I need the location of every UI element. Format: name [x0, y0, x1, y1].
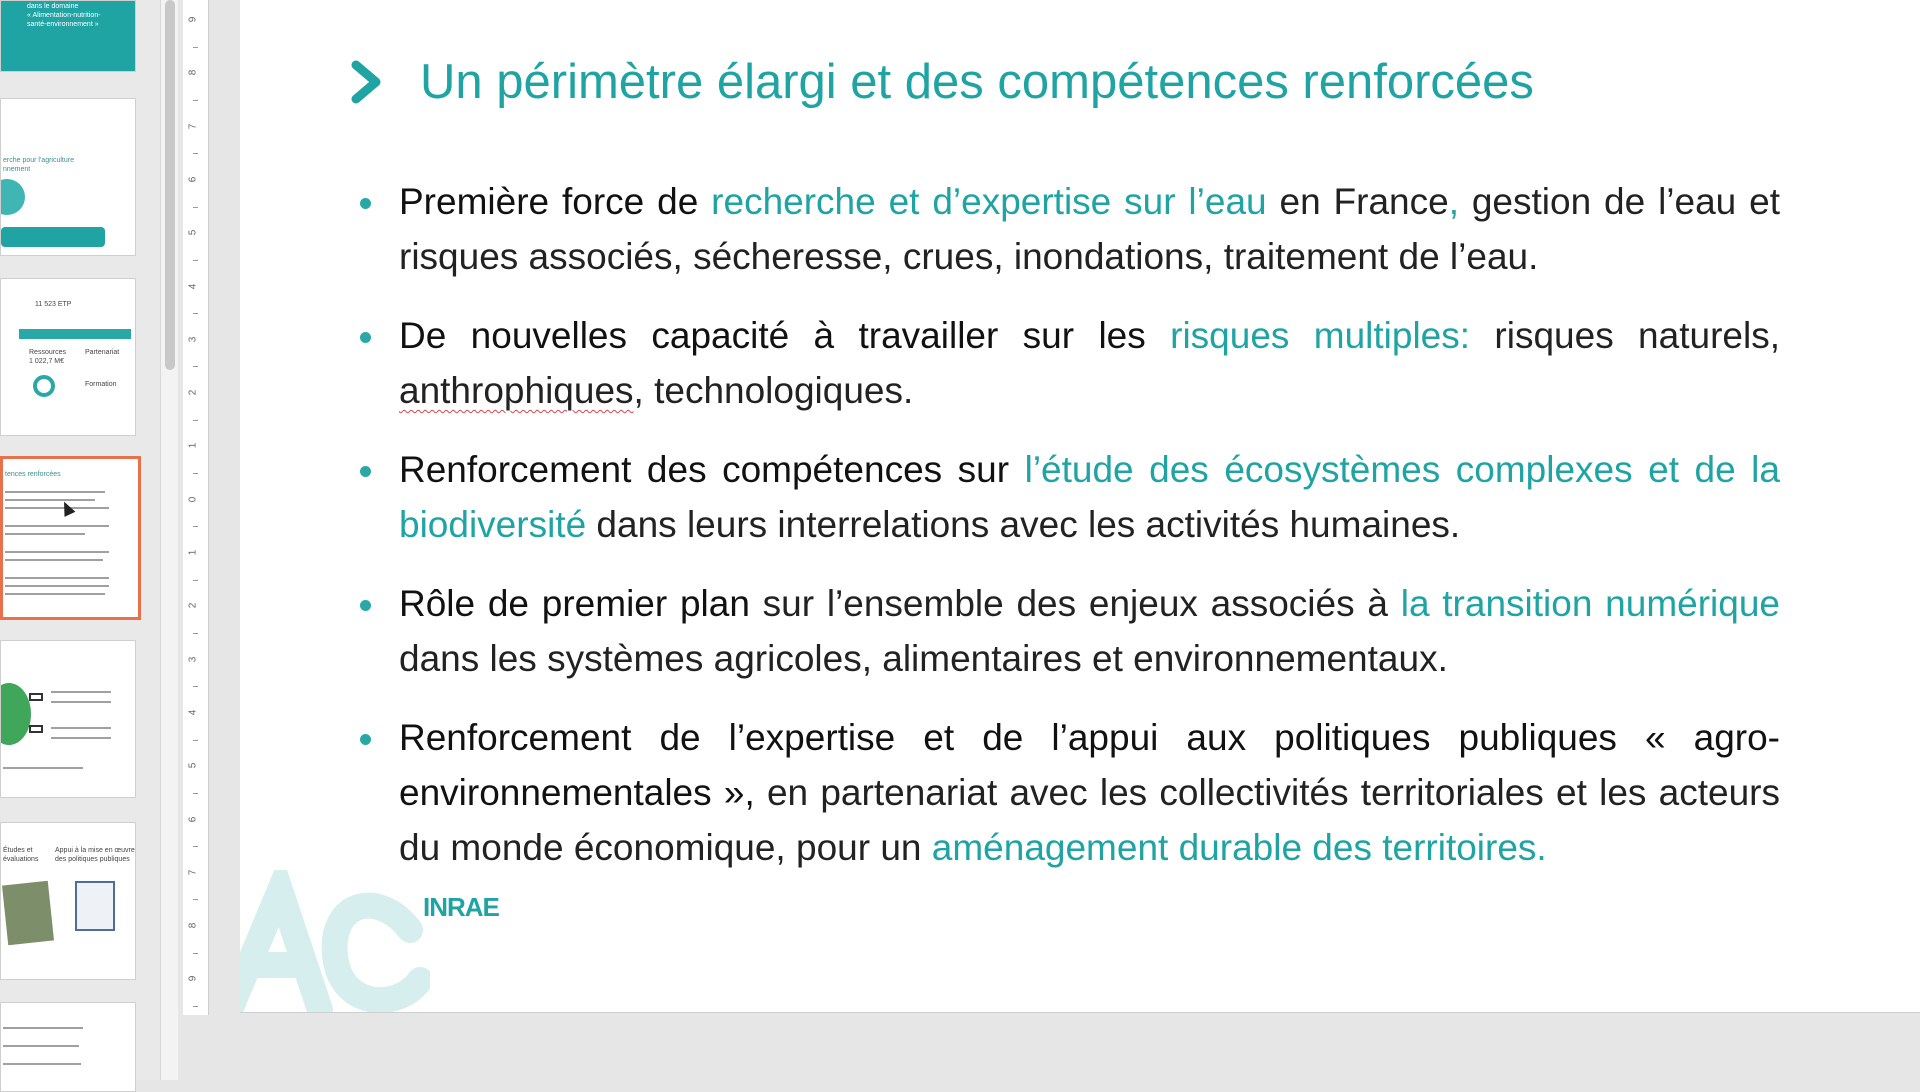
- thumb-text-line: [51, 691, 111, 693]
- ruler-label: 5: [187, 229, 199, 236]
- thumbnail-scrollbar-thumb[interactable]: [165, 0, 175, 370]
- thumb-text-line: [5, 499, 95, 501]
- ruler-tick: [193, 47, 198, 48]
- slide-title[interactable]: Un périmètre élargi et des compétences renforcées: [420, 55, 1534, 109]
- thumb-text: dans le domaine: [27, 3, 79, 10]
- ruler-tick: [193, 580, 198, 581]
- bullet-segment: dans leurs interrelations avec les activités humaines.: [586, 504, 1461, 545]
- thumb-text-line: [3, 1063, 81, 1065]
- ruler-label: 7: [187, 869, 199, 876]
- bullet-item[interactable]: [360, 308, 1780, 418]
- bullet-segment: risques multiples:: [1170, 315, 1471, 356]
- bullet-segment: recherche et d’expertise sur l’eau: [711, 181, 1267, 222]
- thumb-text-line: [5, 525, 109, 527]
- thumb-text: santé-environnement »: [27, 21, 99, 28]
- bullet-text: [399, 181, 1780, 277]
- thumb-bar: [19, 329, 131, 339]
- bullet-segment: , technologiques.: [633, 370, 914, 411]
- bullet-list[interactable]: [360, 174, 1780, 899]
- ruler-tick: [193, 100, 198, 101]
- thumb-text-line: [51, 737, 111, 739]
- slide-thumbnail-7[interactable]: [0, 1002, 136, 1092]
- slide-thumbnail-6[interactable]: [0, 822, 136, 980]
- ruler-tick: [193, 686, 198, 687]
- bullet-text: [399, 583, 1780, 679]
- bullet-dot-icon: [360, 332, 371, 343]
- thumb-donut-icon: [33, 375, 55, 397]
- thumb-text: tences renforcées: [5, 471, 61, 478]
- bullet-segment: en partenariat avec les collectivités territoriales et les acteurs du monde économique, pour un: [399, 772, 1780, 868]
- thumb-text-line: [3, 1045, 79, 1047]
- thumb-text: erche pour l'agriculture: [3, 157, 74, 164]
- bullet-segment: gestion de l’eau et risques associés, sécheresse, crues, inondations, traitement de l’eau.: [399, 181, 1780, 277]
- bullet-text: [399, 315, 1780, 411]
- thumbnail-scrollbar[interactable]: [160, 0, 178, 1080]
- bullet-item[interactable]: [360, 174, 1780, 284]
- thumb-document-icon: [75, 881, 115, 931]
- thumb-text-line: [5, 507, 109, 509]
- ruler-tick: [193, 899, 198, 900]
- thumb-text: Partenariat: [85, 349, 120, 356]
- thumb-text: des politiques publiques: [55, 856, 130, 863]
- ruler-tick: [193, 420, 198, 421]
- thumb-text-line: [5, 533, 85, 535]
- thumb-text-line: [5, 559, 103, 561]
- title-row: [348, 50, 1534, 114]
- bullet-dot-icon: [360, 198, 371, 209]
- ruler-tick: [193, 153, 198, 154]
- ruler-label: 2: [187, 389, 199, 396]
- ruler-label: 9: [187, 976, 199, 982]
- thumb-text: nnement: [3, 166, 31, 173]
- bullet-item[interactable]: [360, 442, 1780, 552]
- slide-canvas[interactable]: [240, 0, 1920, 1013]
- bullet-item[interactable]: [360, 576, 1780, 686]
- bullet-segment: ,: [1448, 181, 1459, 222]
- ruler-tick: [193, 260, 198, 261]
- ruler-tick: [193, 313, 198, 314]
- bullet-segment: dans les systèmes agricoles, alimentaires et environnementaux.: [399, 638, 1448, 679]
- ruler-tick: [193, 207, 198, 208]
- bullet-text: [399, 449, 1780, 545]
- ruler-tick: [193, 740, 198, 741]
- ruler-tick: [193, 846, 198, 847]
- bullet-segment: De nouvelles capacité à travailler sur les: [399, 315, 1171, 356]
- bullet-segment: en France: [1266, 181, 1449, 222]
- bullet-segment: l’étude des écosystèmes complexes et de la biodiversité: [399, 449, 1780, 545]
- ruler-tick: [193, 633, 198, 634]
- bullet-dot-icon: [360, 734, 371, 745]
- thumb-text: Formation: [85, 381, 117, 388]
- mouse-cursor-icon: [59, 499, 76, 517]
- slide-thumbnail-5[interactable]: [0, 640, 136, 798]
- ruler-label: 4: [187, 283, 199, 289]
- bullet-segment: Renforcement des compétences sur: [399, 449, 1025, 490]
- ruler-label: 6: [187, 816, 199, 822]
- bullet-segment: sur l’ensemble des enjeux associés à: [749, 583, 1401, 624]
- inrae-logo: INRAE: [423, 892, 499, 922]
- slide-thumbnail-4-selected[interactable]: [0, 456, 141, 620]
- ruler-label: 3: [187, 656, 199, 662]
- thumb-text-line: [5, 577, 109, 579]
- bullet-text: [399, 717, 1780, 868]
- ruler-tick: [193, 526, 198, 527]
- slide-thumbnail-panel: [0, 0, 178, 1080]
- ruler-label: 1: [187, 443, 199, 449]
- ruler-label: 7: [187, 123, 199, 129]
- thumb-text-line: [51, 701, 111, 703]
- vertical-ruler: [183, 0, 209, 1015]
- thumb-text: Appui à la mise en œuvre: [55, 847, 135, 854]
- chevron-right-icon: [348, 59, 386, 105]
- bullet-dot-icon: [360, 600, 371, 611]
- bullet-dot-icon: [360, 466, 371, 477]
- ruler-tick: [193, 953, 198, 954]
- slide-thumbnail-3[interactable]: [0, 278, 136, 436]
- ruler-label: 2: [187, 603, 199, 609]
- thumb-arrow-icon: [29, 725, 43, 733]
- bullet-segment: Première force de: [399, 181, 712, 222]
- ruler-tick: [193, 1006, 198, 1007]
- ruler-label: 8: [187, 70, 199, 76]
- ruler-label: 5: [187, 762, 199, 769]
- thumb-text: évaluations: [3, 856, 39, 863]
- thumb-globe-icon: [0, 683, 31, 745]
- ruler-label: 3: [187, 336, 199, 343]
- bullet-segment: anthrophiques: [399, 370, 634, 411]
- bullet-segment: aménagement durable des territoires.: [931, 827, 1547, 868]
- slide-thumbnail-1[interactable]: [0, 0, 136, 72]
- thumb-text: Études et: [3, 847, 33, 854]
- ruler-tick: [193, 793, 198, 794]
- thumb-banner: [1, 227, 105, 247]
- thumb-text-line: [5, 491, 105, 493]
- ruler-label: 9: [187, 16, 199, 23]
- thumb-text-line: [5, 585, 109, 587]
- thumb-text: Ressources: [29, 349, 66, 356]
- ruler-tick: [193, 473, 198, 474]
- bullet-segment: Renforcement de l’expertise et de l’appui aux politiques publiques « agro-environnementales »,: [399, 717, 1780, 813]
- ruler-tick: [193, 366, 198, 367]
- thumb-text: « Alimentation-nutrition-: [27, 12, 101, 19]
- thumb-text: 11 523 ETP: [35, 301, 72, 308]
- thumb-arrow-icon: [29, 693, 43, 701]
- thumb-text-line: [3, 767, 83, 769]
- bullet-segment: la transition numérique: [1400, 583, 1780, 624]
- bullet-item[interactable]: [360, 710, 1780, 875]
- bullet-segment: Rôle de premier plan: [399, 583, 750, 624]
- ruler-label: 1: [187, 549, 199, 556]
- thumb-text-line: [5, 593, 105, 595]
- thumb-text-line: [5, 551, 109, 553]
- bullet-segment: risques naturels,: [1470, 315, 1780, 356]
- thumb-globe-icon: [0, 179, 25, 215]
- ruler-label: 6: [187, 176, 199, 183]
- slide-thumbnail-2[interactable]: [0, 98, 136, 256]
- thumb-text-line: [51, 727, 111, 729]
- thumb-photo: [2, 881, 54, 945]
- ruler-label: 4: [187, 709, 199, 716]
- thumb-text: 1 022,7 M€: [29, 358, 65, 365]
- ruler-label: 0: [187, 496, 199, 502]
- thumb-text-line: [3, 1027, 83, 1029]
- ruler-label: 8: [187, 922, 199, 929]
